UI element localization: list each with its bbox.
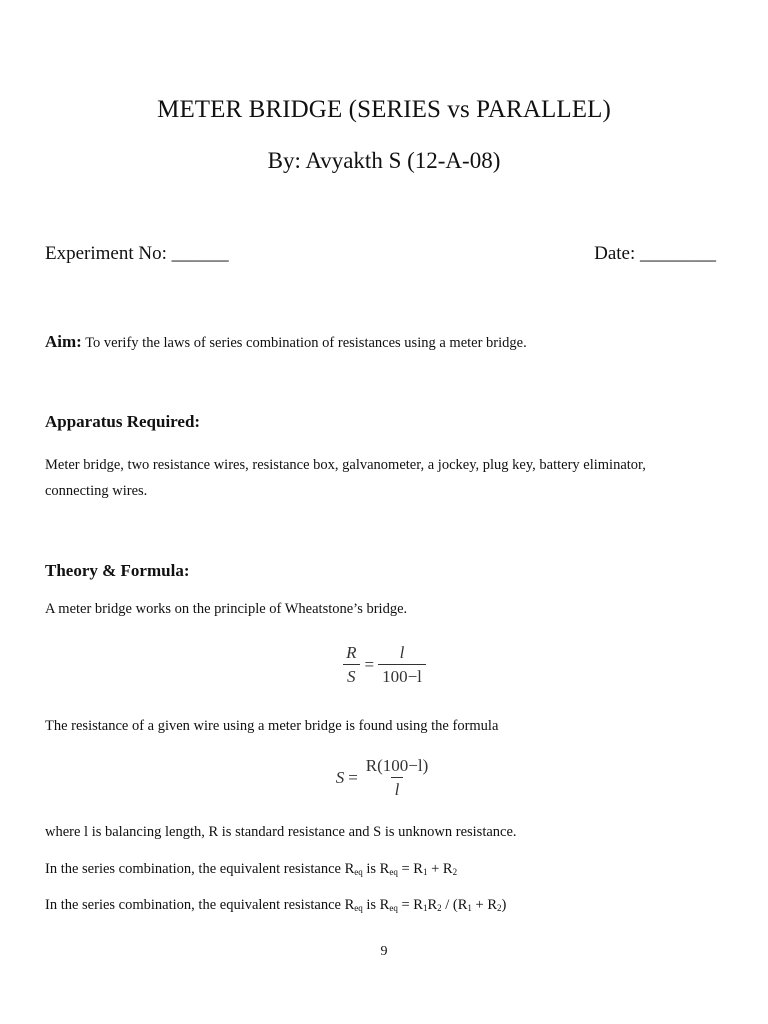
wheatstone-ratio-formula <box>0 643 768 687</box>
subscript-eq: eq <box>389 903 398 913</box>
numerator-r-100-minus-l: R(100−l) <box>365 756 429 775</box>
subscript-eq: eq <box>389 867 398 877</box>
fraction-l-over-100-minus-l <box>378 643 426 687</box>
equals-sign: = <box>348 768 358 787</box>
series-formula-text <box>45 856 728 885</box>
page-number: 9 <box>380 944 388 959</box>
formula-intro-text: The resistance of a given wire using a meter bridge is found using the formula <box>45 718 499 734</box>
parallel-close: ) <box>501 897 507 913</box>
aim-paragraph <box>45 329 728 356</box>
parallel-plus: + R <box>471 897 498 913</box>
page-title: METER BRIDGE (SERIES vs PARALLEL) <box>157 96 611 123</box>
lhs-s: S <box>335 768 345 787</box>
subscript-2: 2 <box>497 903 502 913</box>
series-r1: = R <box>397 861 423 877</box>
apparatus-line-1: Meter bridge, two resistance wires, resistance box, galvanometer, a jockey, plug key, battery eliminator, <box>45 457 646 473</box>
subscript-eq: eq <box>354 903 363 913</box>
subscript-1: 1 <box>422 867 428 877</box>
aim-label: Aim: <box>45 332 82 351</box>
fraction-r100-minus-l-over-l <box>362 756 432 800</box>
parallel-r2: R <box>427 897 438 913</box>
subscript-2: 2 <box>452 867 458 877</box>
subscript-2: 2 <box>437 903 442 913</box>
aim-text: To verify the laws of series combination of resistances using a meter bridge. <box>85 335 527 351</box>
parallel-divide: / (R <box>441 897 468 913</box>
principle-text: A meter bridge works on the principle of Wheatstone’s bridge. <box>45 601 408 617</box>
series-mid: is R <box>362 861 390 877</box>
series-r2: + R <box>427 861 453 877</box>
fraction-r-over-s <box>342 643 360 687</box>
parallel-mid: is R <box>362 897 390 913</box>
denominator-l: l <box>391 777 404 800</box>
numerator-r: R <box>346 643 357 662</box>
subscript-1: 1 <box>422 903 428 913</box>
parallel-prefix: In the series combination, the equivalent resistance R <box>45 897 355 913</box>
subscript-1: 1 <box>467 903 472 913</box>
theory-heading: Theory & Formula: <box>45 561 190 580</box>
author-line: By: Avyakth S (12-A-08) <box>267 148 501 173</box>
apparatus-heading: Apparatus Required: <box>45 412 201 431</box>
denominator-s: S <box>343 664 360 687</box>
date-field: Date: ________ <box>594 243 716 264</box>
numerator-l: l <box>399 643 405 662</box>
parallel-formula-text <box>45 892 728 921</box>
equals-sign: = <box>364 655 375 674</box>
apparatus-line-2: connecting wires. <box>45 483 148 499</box>
resistance-formula <box>0 756 768 800</box>
definition-text: where l is balancing length, R is standard resistance and S is unknown resistance. <box>45 824 517 840</box>
series-prefix: In the series combination, the equivalent resistance R <box>45 861 355 877</box>
experiment-number: Experiment No: ______ <box>45 243 229 264</box>
denominator-100-minus-l: 100−l <box>378 664 426 687</box>
subscript-eq: eq <box>354 867 363 877</box>
parallel-r1: = R <box>397 897 423 913</box>
